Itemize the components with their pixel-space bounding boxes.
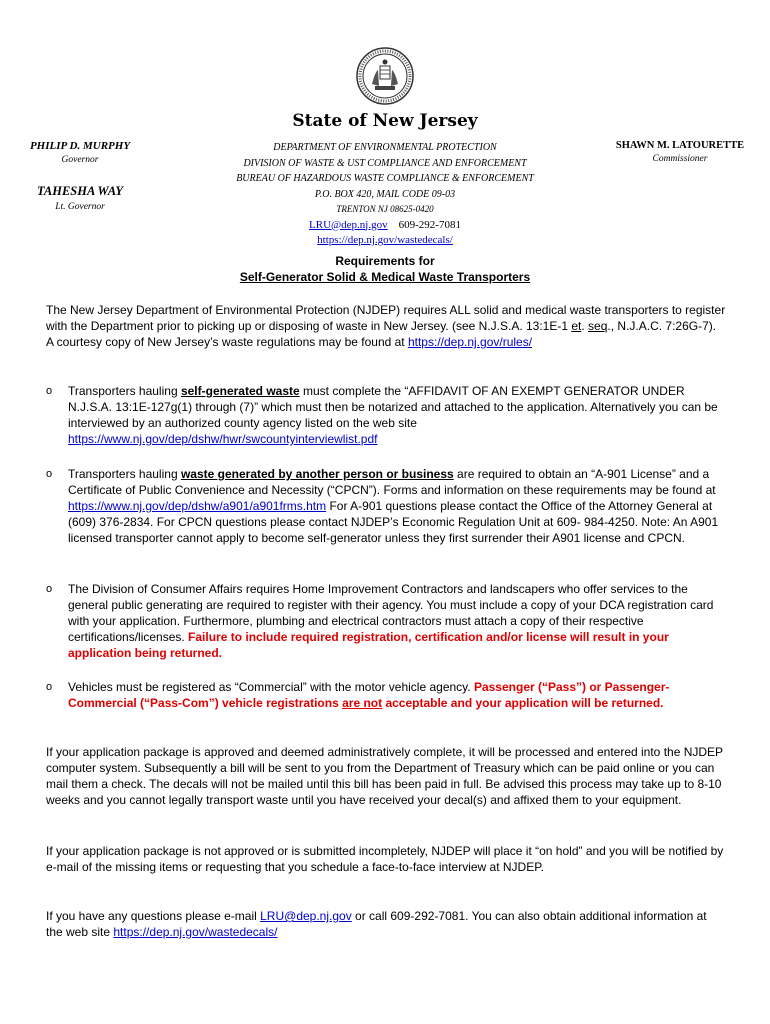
title-line-2: Self-Generator Solid & Medical Waste Transporters: [239, 270, 531, 284]
lt-governor-name: TAHESHA WAY: [36, 184, 124, 198]
contact-paragraph: [46, 908, 726, 940]
city-address: TRENTON NJ 08625-0420: [336, 204, 434, 214]
left-officials: [10, 140, 150, 212]
bullet-marker: o: [46, 681, 53, 693]
bullet-vehicle-registration: [46, 679, 726, 711]
not-approved-text: If your application package is not approved or is submitted incompletely, NJDEP will place it “on hold” and you will be notified by e-mail of the missing items or requesting that you schedule a face-to-face interview at NJDEP.: [46, 844, 724, 874]
b1-post: must complete the “AFFIDAVIT OF AN EXEMPT GENERATOR UNDER N.J.S.A. 13:1E-127g(1) through (7)” which must then be notarized and attached to the application. Alternatively you can be interviewed by an authorized county agency listed on the web site: [68, 384, 718, 430]
department-header: [205, 140, 565, 249]
lt-governor-title: Lt. Governor: [55, 202, 105, 212]
bullet-other-person-waste: [46, 466, 726, 546]
county-interview-link[interactable]: https://www.nj.gov/dep/dshw/hwr/swcountyinterviewlist.pdf: [68, 432, 378, 446]
contact-email-link[interactable]: LRU@dep.nj.gov: [260, 909, 352, 923]
b4-pre: Vehicles must be registered as “Commercial” with the motor vehicle agency.: [68, 680, 474, 694]
contact-pre: If you have any questions please e-mail: [46, 909, 261, 923]
b4-warning-underlined: are not: [342, 696, 383, 710]
intro-text: The New Jersey Department of Environmental Protection (NJDEP) requires ALL solid and medical waste transporters to register with the Department prior to picking up or disposing of waste in New Jersey. (see N.J.S.A. 13:1E-1: [46, 303, 726, 333]
bullet-marker: o: [46, 468, 53, 480]
governor-title: Governor: [61, 155, 99, 165]
state-seal: [355, 46, 415, 106]
bureau-name: BUREAU OF HAZARDOUS WASTE COMPLIANCE & ENFORCEMENT: [236, 173, 534, 184]
contact-website-link[interactable]: https://dep.nj.gov/wastedecals/: [113, 925, 278, 939]
header-email-link[interactable]: LRU@dep.nj.gov: [309, 218, 388, 231]
b1-pre: Transporters hauling: [68, 384, 181, 398]
b1-emph: self-generated waste: [180, 384, 300, 398]
page-title: [160, 253, 610, 285]
b2-mid: are required to obtain an “A-901 License” and a Certificate of Public Convenience and Necessity (“CPCN”). Forms and information on these requirements may be found at: [68, 467, 716, 497]
intro-paragraph: [46, 302, 726, 350]
intro-mid1: .: [581, 319, 589, 333]
a901-forms-link[interactable]: https://www.nj.gov/dep/dshw/a901/a901frms.htm: [68, 499, 327, 513]
division-name: DIVISION OF WASTE & UST COMPLIANCE AND ENFORCEMENT: [243, 157, 527, 169]
b4-warning-1: Passenger (“Pass”) or Passenger-Commercial (“Pass-Com”) vehicle registrations: [68, 680, 670, 710]
not-approved-paragraph: [46, 843, 726, 875]
intro-et: et: [571, 319, 582, 333]
header-website-link[interactable]: https://dep.nj.gov/wastedecals/: [317, 234, 453, 246]
right-officials: [605, 140, 755, 164]
contact-mid: or call 609-292-7081. You can also obtain additional information at the web site: [46, 909, 707, 939]
department-name: DEPARTMENT OF ENVIRONMENTAL PROTECTION: [273, 142, 497, 153]
b2-post: For A-901 questions please contact the Office of the Attorney General at (609) 376-2834. For CPCN questions please contact NJDEP’s Economic Regulation Unit at 609- 984-4250. Note: An A901 licensed transporter cannot apply to become self-generator unless they first surrender their A901 license and CPCN.: [68, 499, 719, 545]
intro-seq: seq: [588, 319, 608, 333]
state-title: State of New Jersey: [292, 111, 478, 131]
po-box: P.O. BOX 420, MAIL CODE 09-03: [314, 188, 456, 200]
bullet-marker: o: [46, 385, 53, 397]
bullet-marker: o: [46, 583, 53, 595]
b2-emph: waste generated by another person or business: [180, 467, 454, 481]
b3-pre: The Division of Consumer Affairs requires Home Improvement Contractors and landscapers who offer services to the general public generating are required to register with their agency. You must include a copy of your DCA registration card with your application. Furthermore, plumbing and electrical contractors must attach a copy of their respective certifications/licenses.: [68, 582, 714, 644]
bullet-consumer-affairs: [46, 581, 726, 661]
intro-mid2: ., N.J.A.C. 7:26G-7). A courtesy copy of New Jersey’s waste regulations may be found at: [46, 319, 717, 349]
title-line-1: Requirements for: [335, 254, 435, 268]
header-phone: 609-292-7081: [398, 218, 461, 231]
approved-paragraph: [46, 744, 726, 808]
commissioner-title: Commissioner: [652, 154, 708, 164]
b3-warning: Failure to include required registration, certification and/or license will result in your application being returned.: [68, 630, 669, 660]
b2-pre: Transporters hauling: [68, 467, 181, 481]
commissioner-name: SHAWN M. LATOURETTE: [615, 140, 745, 151]
rules-link[interactable]: https://dep.nj.gov/rules/: [407, 335, 533, 349]
governor-name: PHILIP D. MURPHY: [29, 140, 131, 152]
approved-text: If your application package is approved and deemed administratively complete, it will be processed and entered into the NJDEP computer system. Subsequently a bill will be sent to you from the Department of Treasury which can be paid online or you can mail them a check. The decals will not be mailed until this bill has been paid in full. Be advised this process may take up to 8-10 weeks and you cannot legally transport waste until you have received your decal(s) and affixed them to your equipment.: [46, 745, 723, 807]
b4-warning-2: acceptable and your application will be returned.: [382, 696, 664, 710]
bullet-self-generated: [46, 383, 726, 447]
